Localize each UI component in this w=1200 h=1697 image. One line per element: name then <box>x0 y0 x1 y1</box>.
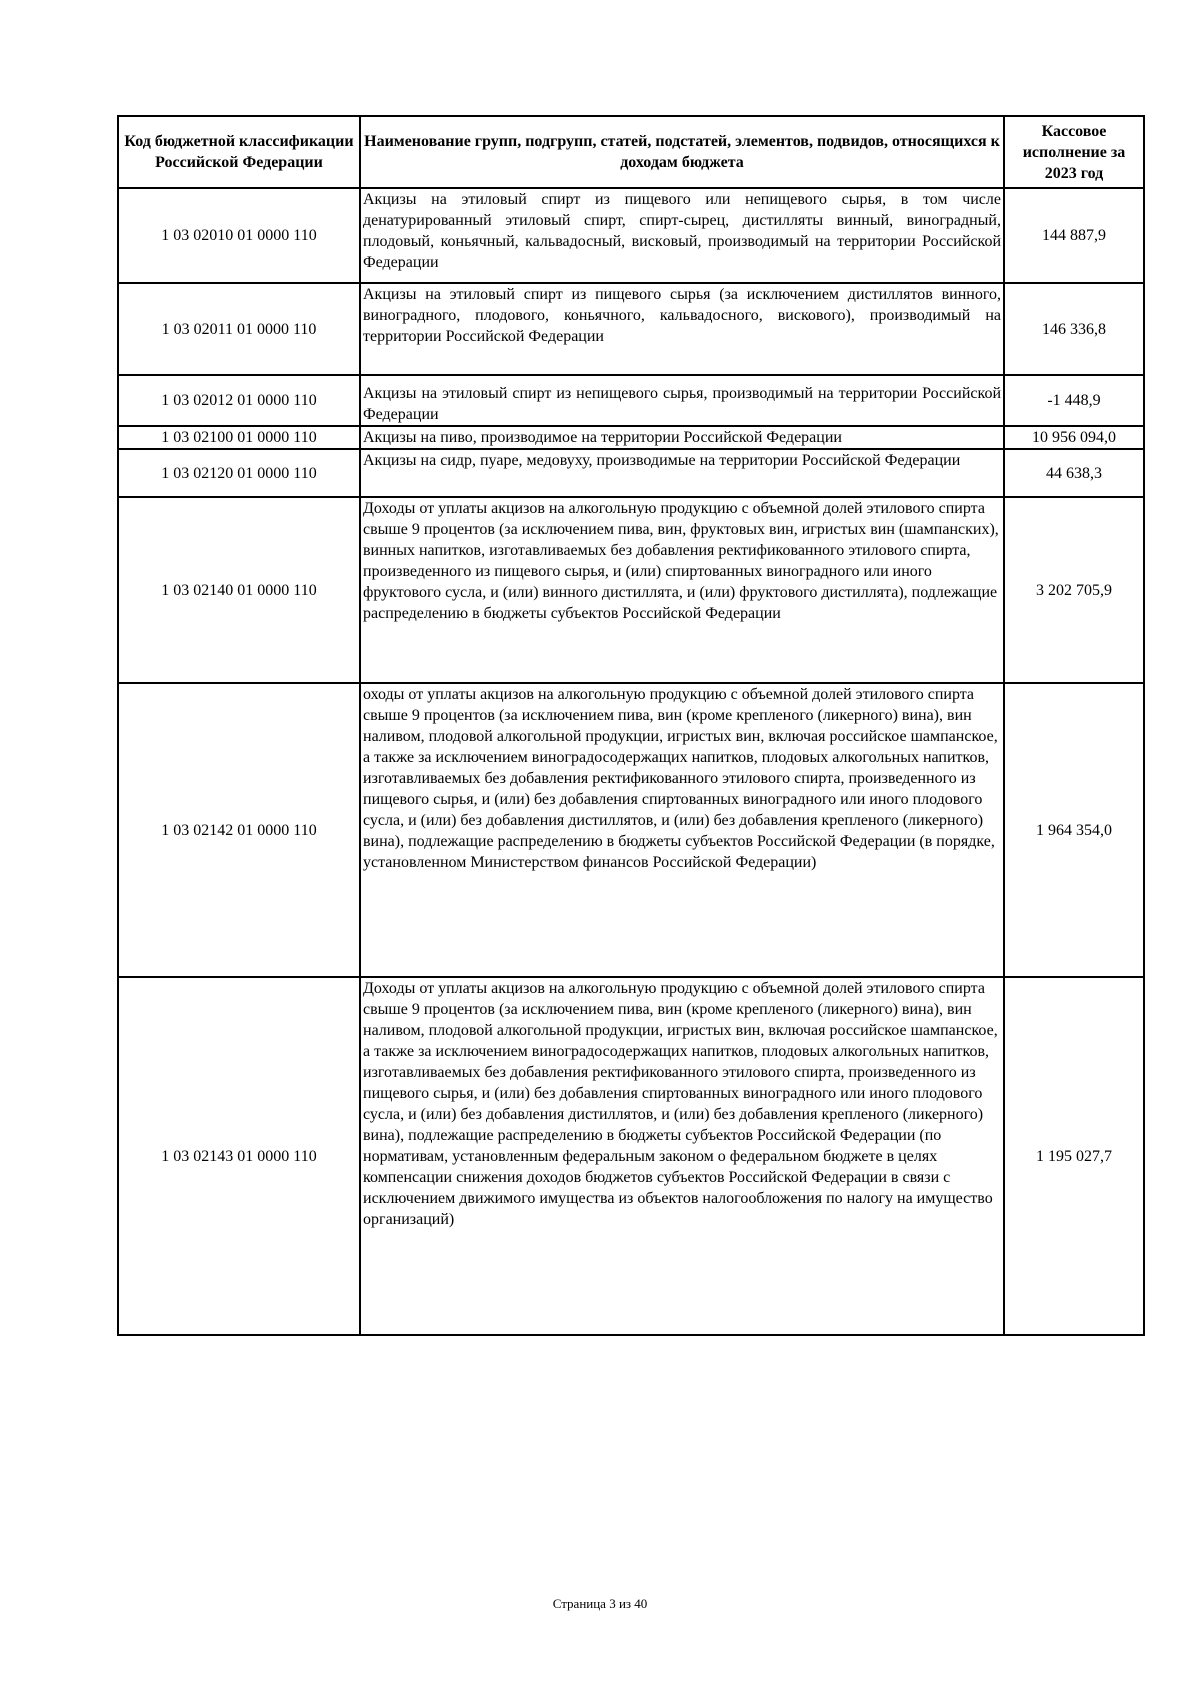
row-code: 1 03 02140 01 0000 110 <box>118 497 360 683</box>
page-number-footer: Страница 3 из 40 <box>552 1596 648 1611</box>
table-row <box>118 188 1144 283</box>
row-name: Доходы от уплаты акцизов на алкогольную продукцию с объемной долей этилового спирта свыше 9 процентов (за исключением пива, вин, фруктовых вин, игристых вин (шампанских), винных напитков, изготавливаемых без добавления ректификованного этилового спирта, произведенного из пищевого сырья, и (или) спиртованных виноградного или иного фруктового сусла, и (или) винного дистиллята, и (или) фруктового дистиллята), подлежащие распределению в бюджеты субъектов Российской Федерации <box>360 497 1004 683</box>
row-code: 1 03 02100 01 0000 110 <box>118 426 360 449</box>
row-code: 1 03 02011 01 0000 110 <box>118 283 360 375</box>
row-amount: 1 195 027,7 <box>1004 977 1144 1335</box>
row-code: 1 03 02010 01 0000 110 <box>118 188 360 283</box>
row-name: Акцизы на этиловый спирт из непищевого сырья, производимый на территории Российской Федерации <box>360 375 1004 426</box>
row-amount: 1 964 354,0 <box>1004 683 1144 977</box>
table-row <box>118 375 1144 426</box>
row-amount: 10 956 094,0 <box>1004 426 1144 449</box>
header-amount: Кассовое исполнение за 2023 год <box>1004 116 1144 188</box>
table-header-row <box>118 116 1144 188</box>
row-name: Акцизы на сидр, пуаре, медовуху, производимые на территории Российской Федерации <box>360 449 1004 497</box>
table-row <box>118 283 1144 375</box>
row-code: 1 03 02143 01 0000 110 <box>118 977 360 1335</box>
table-row <box>118 977 1144 1335</box>
row-name: Акцизы на этиловый спирт из пищевого сырья (за исключением дистиллятов винного, виноградного, плодового, коньячного, кальвадосного, вискового), производимый на территории Российской Федерации <box>360 283 1004 375</box>
row-name: Доходы от уплаты акцизов на алкогольную продукцию с объемной долей этилового спирта свыше 9 процентов (за исключением пива, вин (кроме крепленого (ликерного) вина), вин наливом, плодовой алкогольной продукции, игристых вин, включая российское шампанское, а также за исключением виноградосодержащих напитков, плодовых алкогольных напитков, изготавливаемых без добавления ректификованного этилового спирта, произведенного из пищевого сырья, и (или) без добавления спиртованных виноградного или иного плодового сусла, и (или) без добавления дистиллятов, и (или) без добавления крепленого (ликерного) вина), подлежащие распределению в бюджеты субъектов Российской Федерации (по нормативам, установленным федеральным законом о федеральном бюджете в целях компенсации снижения доходов бюджетов субъектов Российской Федерации в связи с исключением движимого имущества из объектов налогообложения по налогу на имущество организаций) <box>360 977 1004 1335</box>
row-amount: 3 202 705,9 <box>1004 497 1144 683</box>
row-amount: -1 448,9 <box>1004 375 1144 426</box>
row-amount: 44 638,3 <box>1004 449 1144 497</box>
row-code: 1 03 02012 01 0000 110 <box>118 375 360 426</box>
row-name: Акцизы на этиловый спирт из пищевого или непищевого сырья, в том числе денатурированный этиловый спирт, спирт-сырец, дистилляты винный, виноградный, плодовый, коньячный, кальвадосный, вискoвый, производимый на территории Российской Федерации <box>360 188 1004 283</box>
row-amount: 144 887,9 <box>1004 188 1144 283</box>
row-amount: 146 336,8 <box>1004 283 1144 375</box>
row-name: Акцизы на пиво, производимое на территории Российской Федерации <box>360 426 1004 449</box>
header-name: Наименование групп, подгрупп, статей, подстатей, элементов, подвидов, относящихся к доходам бюджета <box>360 116 1004 188</box>
table-row <box>118 497 1144 683</box>
table-row <box>118 449 1144 497</box>
row-name: оходы от уплаты акцизов на алкогольную продукцию с объемной долей этилового спирта свыше 9 процентов (за исключением пива, вин (кроме крепленого (ликерного) вина), вин наливом, плодовой алкогольной продукции, игристых вин, включая российское шампанское, а также за исключением виноградосодержащих напитков, плодовых алкогольных напитков, изготавливаемых без добавления ректификованного этилового спирта, произведенного из пищевого сырья, и (или) без добавления спиртованных виноградного или иного плодового сусла, и (или) без добавления дистиллятов, и (или) без добавления крепленого (ликерного) вина), подлежащие распределению в бюджеты субъектов Российской Федерации (в порядке, установленном Министерством финансов Российской Федерации) <box>360 683 1004 977</box>
budget-revenue-table <box>117 115 1145 1336</box>
row-code: 1 03 02120 01 0000 110 <box>118 449 360 497</box>
table-row <box>118 426 1144 449</box>
row-code: 1 03 02142 01 0000 110 <box>118 683 360 977</box>
header-code: Код бюджетной классификации Российской Федерации <box>118 116 360 188</box>
table-row <box>118 683 1144 977</box>
